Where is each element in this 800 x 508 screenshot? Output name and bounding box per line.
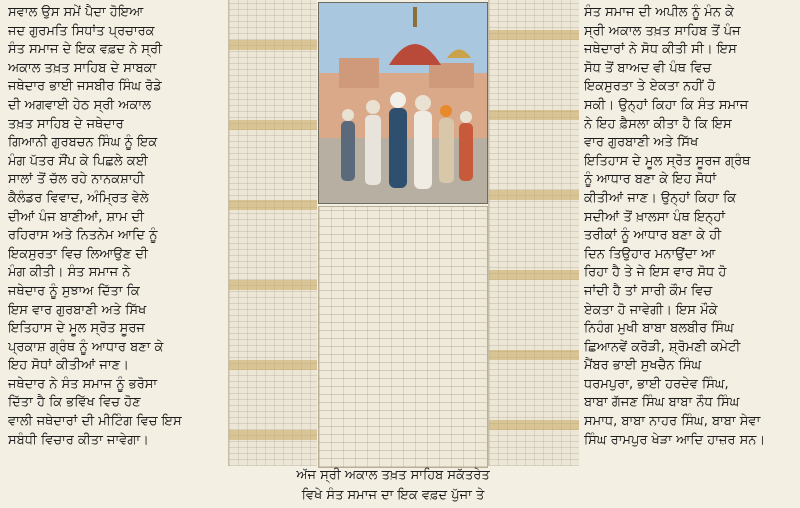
article-line: ਨਿਹੰਗ ਮੁਖੀ ਬਾਬਾ ਬਲਬੀਰ ਸਿੰਘ [584,321,734,337]
calendar-strip-left [228,0,317,466]
article-line: ਇਕਸੁਰਤਾ ਤੇ ਏਕਤਾ ਨਹੀਂ ਹੋ [584,79,716,95]
article-line: ਸੰਤ ਸਮਾਜ ਦੀ ਅਪੀਲ ਨੂੰ ਮੰਨ ਕੇ [584,5,734,20]
article-line: ਨੂੰ ਆਧਾਰ ਬਣਾ ਕੇ ਇਹ ਸੋਧਾਂ [584,172,717,188]
calendar-month-band [489,190,579,200]
calendar-month-band [489,110,579,120]
calendar-month-band [229,120,317,130]
article-line: ਮੈਂਬਰ ਭਾਈ ਸੁਖਚੈਨ ਸਿੰਘ [584,358,702,374]
article-line: ਜਥੇਦਾਰ ਨੂੰ ਸੁਝਾਅ ਦਿੱਤਾ ਕਿ [8,283,140,299]
article-line: ਮੰਗ ਕੀਤੀ। ਸੰਤ ਸਮਾਜ ਨੇ [8,265,131,281]
article-line: ਅਕਾਲ ਤਖ਼ਤ ਸਾਹਿਬ ਦੇ ਸਾਬਕਾ [8,60,157,76]
article-line: ਜਥੇਦਾਰ ਭਾਈ ਜਸਬੀਰ ਸਿੰਘ ਰੋਡੇ [8,79,162,95]
article-line: ਬਾਬਾ ਗੱਜਣ ਸਿੰਘ ਬਾਬਾ ਨੌਧ ਸਿੰਘ [584,395,740,411]
article-right-column [584,4,796,502]
calendar-month-band [229,40,317,50]
article-line: ਇਸ ਵਾਰ ਗੁਰਬਾਣੀ ਅਤੇ ਸਿੱਖ [8,302,147,318]
article-line: ਗਿਆਨੀ ਗੁਰਬਚਨ ਸਿੰਘ ਨੂੰ ਇਕ [8,135,158,151]
calendar-strip-right [488,0,579,466]
calendar-month-band [229,280,317,290]
article-line: ਸਮਾਧ, ਬਾਬਾ ਨਾਹਰ ਸਿੰਘ, ਬਾਬਾ ਸੇਵਾ [584,414,761,430]
article-line: ਵਾਰ ਗੁਰਬਾਣੀ ਅਤੇ ਸਿੱਖ [584,135,699,151]
article-line: ਸਬੰਧੀ ਵਿਚਾਰ ਕੀਤਾ ਜਾਵੇਗਾ। [8,432,149,448]
article-line: ਨੇ ਇਹ ਫ਼ੈਸਲਾ ਕੀਤਾ ਹੈ ਕਿ ਇਸ [584,116,732,132]
calendar-month-band [489,30,579,40]
article-line: ਏਕਤਾ ਹੋ ਜਾਵੇਗੀ। ਇਸ ਮੌਕੇ [584,302,718,318]
calendar-month-band [489,270,579,280]
article-line: ਜਾਂਦੀ ਹੈ ਤਾਂ ਸਾਰੀ ਕੌਮ ਵਿਚ [584,283,713,299]
article-line: ਤਰੀਕਾਂ ਨੂੰ ਆਧਾਰ ਬਣਾ ਕੇ ਹੀ [584,228,722,244]
article-line: ਇਕਸੁਰਤਾ ਵਿਚ ਲਿਆਉਣ ਦੀ [8,246,148,262]
article-line: ਦਿਨ ਤਿਉਹਾਰ ਮਨਾਉਂਦਾ ਆ [584,246,716,262]
article-line: ਇਹ ਸੋਧਾਂ ਕੀਤੀਆਂ ਜਾਣ। [8,358,129,374]
article-line: ਇਤਿਹਾਸ ਦੇ ਮੂਲ ਸ੍ਰੋਤ ਸੂਰਜ [8,321,145,337]
calendar-grid-center [318,206,488,468]
akal-takht-photo-illustration [319,3,487,203]
article-line: ਛਿਆਨਵੇਂ ਕਰੋੜੀ, ਸ਼੍ਰੋਮਣੀ ਕਮੇਟੀ [584,339,741,355]
article-line: ਜਥੇਦਾਰ ਨੇ ਸੰਤ ਸਮਾਜ ਨੂੰ ਭਰੋਸਾ [8,376,158,392]
article-line: ਰਿਹਾ ਹੈ ਤੇ ਜੇ ਇਸ ਵਾਰ ਸੋਧ ਹੋ [584,265,727,281]
article-line: ਰਹਿਰਾਸ ਅਤੇ ਨਿਤਨੇਮ ਆਦਿ ਨੂੰ [8,228,158,244]
article-line: ਦੀਆਂ ਪੰਜ ਬਾਣੀਆਂ, ਸ਼ਾਮ ਦੀ [8,209,145,225]
article-line: ਧਰਮਪੁਰਾ, ਭਾਈ ਹਰਦੇਵ ਸਿੰਘ, [584,376,729,392]
article-line: ਇਤਿਹਾਸ ਦੇ ਮੂਲ ਸ੍ਰੋਤ ਸੂਰਜ ਗ੍ਰੰਥ [584,153,751,169]
article-line: ਜਦ ਗੁਰਮਤਿ ਸਿਧਾਂਤ ਪ੍ਰਚਾਰਕ [8,23,155,39]
article-line: ਸੋਧ ਤੋਂ ਬਾਅਦ ਵੀ ਪੰਥ ਵਿਚ [584,60,712,76]
article-line: ਸਾਲਾਂ ਤੋਂ ਚੱਲ ਰਹੇ ਨਾਨਕਸ਼ਾਹੀ [8,172,145,188]
article-line: ਮੰਗ ਪੱਤਰ ਸੌਂਪ ਕੇ ਪਿਛਲੇ ਕਈ [8,153,148,169]
article-line: ਸਿੰਘ ਰਾਮਪੁਰ ਖੇੜਾ ਆਦਿ ਹਾਜ਼ਰ ਸਨ। [584,432,766,448]
article-line: ਜਥੇਦਾਰਾਂ ਨੇ ਸੋਧ ਕੀਤੀ ਸੀ। ਇਸ [584,42,737,58]
photo-caption [262,466,524,506]
article-left-column [8,4,226,502]
calendar-month-band [489,420,579,430]
calendar-month-band [229,360,317,370]
calendar-month-band [229,430,317,440]
article-line: ਦੀ ਅਗਵਾਈ ਹੇਠ ਸ੍ਰੀ ਅਕਾਲ [8,97,151,113]
article-line: ਤਖ਼ਤ ਸਾਹਿਬ ਦੇ ਜਥੇਦਾਰ [8,116,124,132]
news-photo [318,2,488,204]
calendar-month-band [229,200,317,210]
article-line: ਸਵਾਲ ਉਸ ਸਮੇਂ ਪੈਦਾ ਹੋਇਆ [8,5,144,20]
article-line: ਕੈਲੰਡਰ ਵਿਵਾਦ, ਅੰਮ੍ਰਿਤ ਵੇਲੇ [8,190,149,206]
article-line: ਪ੍ਰਕਾਸ਼ ਗ੍ਰੰਥ ਨੂੰ ਆਧਾਰ ਬਣਾ ਕੇ [8,339,164,355]
article-line: ਸਕੀ। ਉਨ੍ਹਾਂ ਕਿਹਾ ਕਿ ਸੰਤ ਸਮਾਜ [584,97,749,113]
article-line: ਸੰਤ ਸਮਾਜ ਦੇ ਇਕ ਵਫ਼ਦ ਨੇ ਸ੍ਰੀ [8,42,162,58]
article-line: ਸਦੀਆਂ ਤੋਂ ਖ਼ਾਲਸਾ ਪੰਥ ਇਨ੍ਹਾਂ [584,209,726,225]
caption-line: ਵਿਖੇ ਸੰਤ ਸਮਾਜ ਦਾ ਇਕ ਵਫ਼ਦ ਪੁੱਜਾ ਤੇ [301,488,485,503]
calendar-month-band [489,350,579,360]
article-line: ਦਿੱਤਾ ਹੈ ਕਿ ਭਵਿੱਖ ਵਿਚ ਹੋਣ [8,395,141,411]
article-line: ਕੀਤੀਆਂ ਜਾਣ। ਉਨ੍ਹਾਂ ਕਿਹਾ ਕਿ [584,190,737,206]
article-line: ਸ੍ਰੀ ਅਕਾਲ ਤਖ਼ਤ ਸਾਹਿਬ ਤੋਂ ਪੰਜ [584,23,741,39]
article-line: ਵਾਲੀ ਜਥੇਦਾਰਾਂ ਦੀ ਮੀਟਿੰਗ ਵਿਚ ਇਸ [8,414,182,430]
caption-line: ਅੱਜ ਸ੍ਰੀ ਅਕਾਲ ਤਖ਼ਤ ਸਾਹਿਬ ਸਕੱਤਰੇਤ [296,468,490,483]
